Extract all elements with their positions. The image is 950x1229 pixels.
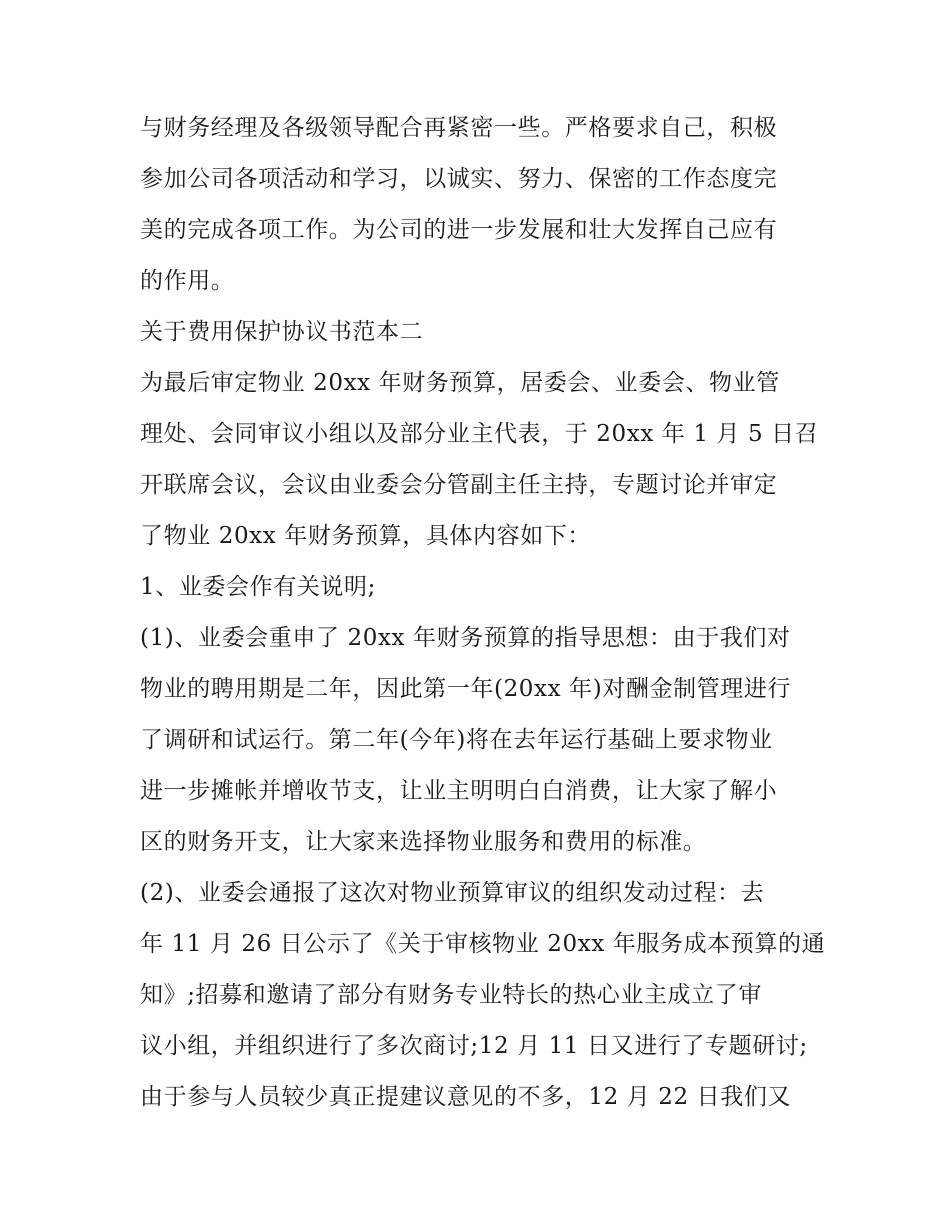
text-line: 参加公司各项活动和学习，以诚实、努力、保密的工作态度完 — [140, 166, 778, 192]
text-line: (2)、业委会通报了这次对物业预算审议的组织发动过程：去 — [140, 880, 765, 906]
text-line: 的作用。 — [140, 268, 235, 294]
text-line: 了物业 20xx 年财务预算，具体内容如下： — [140, 523, 592, 549]
text-line: 为最后审定物业 20xx 年财务预算，居委会、业委会、物业管 — [140, 370, 780, 396]
text-line: 议小组，并组织进行了多次商讨;12 月 11 日又进行了专题研讨; — [140, 1033, 808, 1059]
text-line: 开联席会议，会议由业委会分管副主任主持，专题讨论并审定 — [140, 472, 778, 498]
text-line: 美的完成各项工作。为公司的进一步发展和壮大发挥自己应有 — [140, 217, 778, 243]
text-line: 由于参与人员较少真正提建议意见的不多，12 月 22 日我们又 — [140, 1084, 792, 1110]
document-body — [140, 103, 826, 1123]
section-heading: 关于费用保护协议书范本二 — [140, 319, 424, 345]
text-line: 理处、会同审议小组以及部分业主代表，于 20xx 年 1 月 5 日召 — [140, 421, 819, 447]
text-line: 物业的聘用期是二年，因此第一年(20xx 年)对酬金制管理进行 — [140, 676, 792, 702]
text-line: 进一步摊帐并增收节支，让业主明明白白消费，让大家了解小 — [140, 778, 778, 804]
list-item-heading: 1、业委会作有关说明; — [140, 574, 376, 600]
text-line: 与财务经理及各级领导配合再紧密一些。严格要求自己，积极 — [140, 115, 778, 141]
text-line: 知》;招募和邀请了部分有财务专业特长的热心业主成立了审 — [140, 982, 762, 1008]
text-line: 区的财务开支，让大家来选择物业服务和费用的标准。 — [140, 829, 707, 855]
text-line: 年 11 月 26 日公示了《关于审核物业 20xx 年服务成本预算的通 — [140, 931, 826, 957]
text-line: (1)、业委会重申了 20xx 年财务预算的指导思想：由于我们对 — [140, 625, 791, 651]
text-line: 了调研和试运行。第二年(今年)将在去年运行基础上要求物业 — [140, 727, 773, 753]
